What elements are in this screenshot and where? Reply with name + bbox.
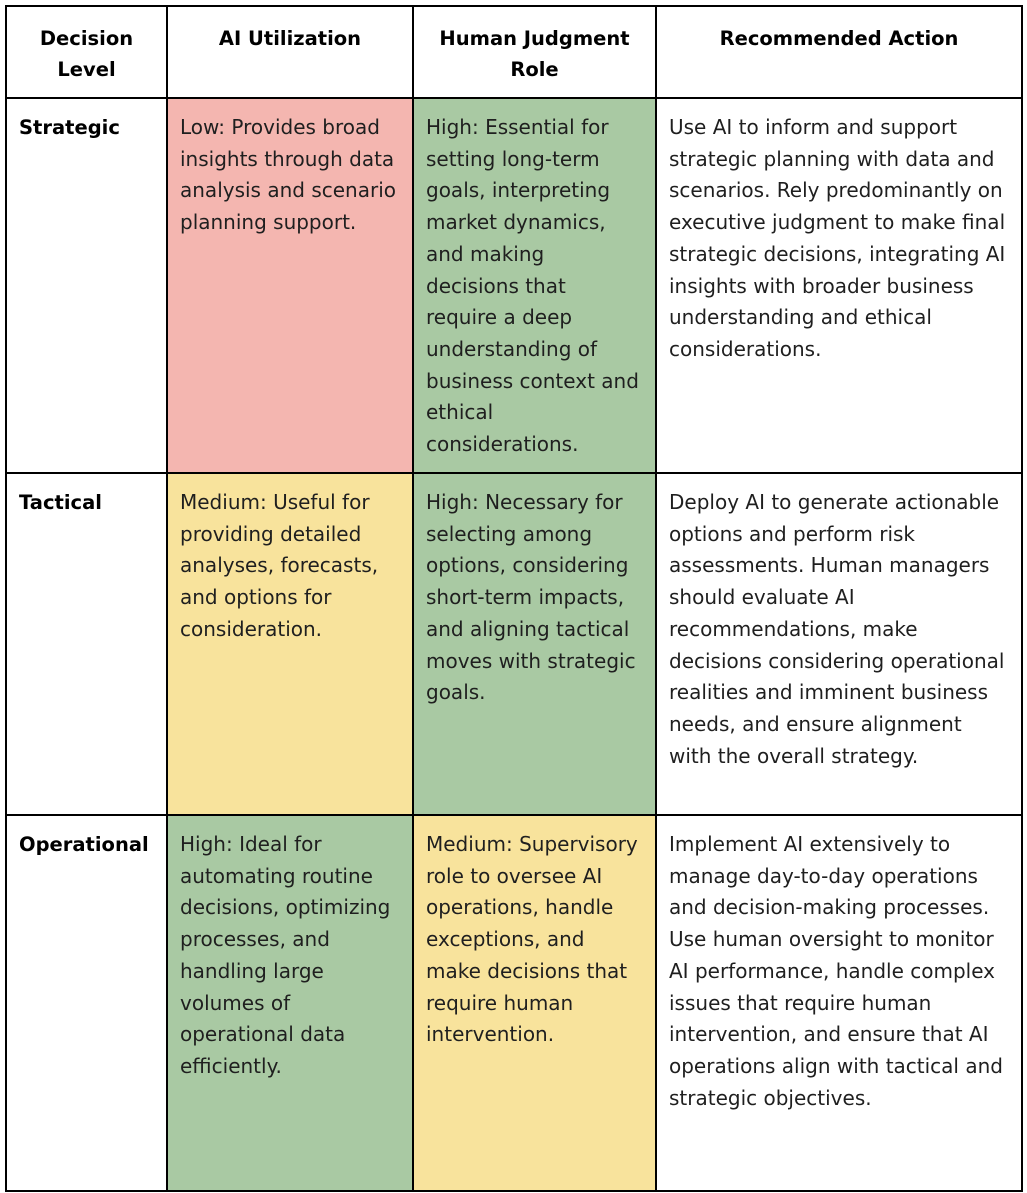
human-judgment-cell: High: Essential for setting long-term goals, interpreting market dynamics, and making decisions that require a deep understanding of business context and ethical considerations. — [413, 98, 656, 473]
header-row — [6, 6, 1022, 98]
ai-utilization-cell: Medium: Useful for providing detailed analyses, forecasts, and options for consideration. — [167, 473, 413, 815]
recommended-action-cell: Use AI to inform and support strategic planning with data and scenarios. Rely predominantly on executive judgment to make final strategic decisions, integrating AI insights with broader business understanding and ethical considerations. — [656, 98, 1022, 473]
ai-utilization-cell: High: Ideal for automating routine decisions, optimizing processes, and handling large volumes of operational data efficiently. — [167, 815, 413, 1191]
header-recommended-action: Recommended Action — [656, 6, 1022, 98]
decision-level-cell: Strategic — [6, 98, 167, 473]
human-judgment-cell: High: Necessary for selecting among options, considering short-term impacts, and aligning tactical moves with strategic goals. — [413, 473, 656, 815]
recommended-action-cell: Implement AI extensively to manage day-to-day operations and decision-making processes. Use human oversight to monitor AI performance, handle complex issues that require human intervention, and ensure that AI operations align with tactical and strategic objectives. — [656, 815, 1022, 1191]
table-row-strategic — [6, 98, 1022, 473]
human-judgment-cell: Medium: Supervisory role to oversee AI operations, handle exceptions, and make decisions that require human intervention. — [413, 815, 656, 1191]
table-row-operational — [6, 815, 1022, 1191]
decision-matrix-table — [5, 5, 1023, 1192]
recommended-action-cell: Deploy AI to generate actionable options and perform risk assessments. Human managers should evaluate AI recommendations, make decisions considering operational realities and imminent business needs, and ensure alignment with the overall strategy. — [656, 473, 1022, 815]
decision-level-cell: Tactical — [6, 473, 167, 815]
header-human-judgment-role: Human Judgment Role — [413, 6, 656, 98]
header-ai-utilization: AI Utilization — [167, 6, 413, 98]
decision-level-cell: Operational — [6, 815, 167, 1191]
header-decision-level: Decision Level — [6, 6, 167, 98]
table-row-tactical — [6, 473, 1022, 815]
ai-utilization-cell: Low: Provides broad insights through data analysis and scenario planning support. — [167, 98, 413, 473]
